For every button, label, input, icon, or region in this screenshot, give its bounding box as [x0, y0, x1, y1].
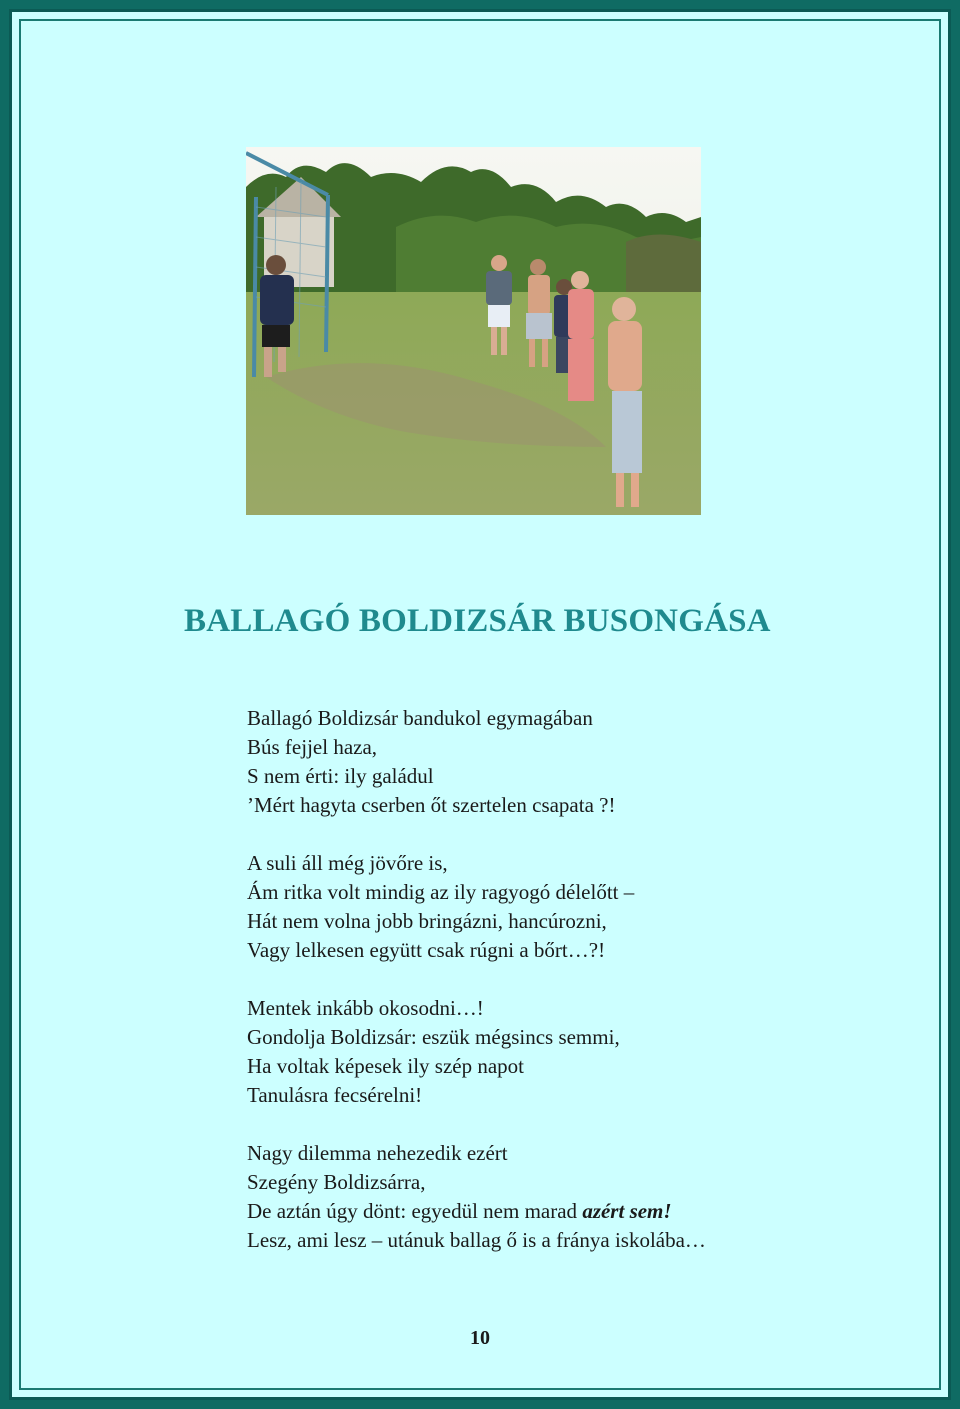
poem-line: Hát nem volna jobb bringázni, hancúrozni, — [247, 909, 607, 933]
poem-title: BALLAGÓ BOLDIZSÁR BUSONGÁSA — [184, 603, 771, 639]
poem-line: S nem érti: ily galádul — [247, 764, 434, 788]
poem-line: Gondolja Boldizsár: eszük mégsincs semmi, — [247, 1025, 620, 1049]
poem-line: Tanulásra fecsérelni! — [247, 1083, 423, 1107]
emphasized-text: azért sem! — [582, 1199, 672, 1223]
poem-line: Ám ritka volt mindig az ily ragyogó délelőtt – — [247, 880, 635, 904]
poem-line: Ballagó Boldizsár bandukol egymagában — [247, 706, 593, 730]
poem-line: Vagy lelkesen együtt csak rúgni a bőrt…?! — [247, 938, 606, 962]
poem-line-text: De aztán úgy dönt: egyedül nem marad — [247, 1199, 583, 1223]
photo-image — [246, 147, 701, 515]
poem-body — [247, 704, 887, 1284]
poem-line: Ha voltak képesek ily szép napot — [247, 1054, 524, 1078]
poem-line: Nagy dilemma nehezedik ezért — [247, 1141, 508, 1165]
stanza-3 — [247, 994, 887, 1110]
photo-football-field — [246, 147, 701, 515]
stanza-4 — [247, 1139, 887, 1255]
poem-line-emphasis — [247, 1197, 887, 1226]
poem-line: Mentek inkább okosodni…! — [247, 996, 484, 1020]
poem-line: ’Mért hagyta cserben őt szertelen csapata ?! — [247, 793, 616, 817]
poem-line: Szegény Boldizsárra, — [247, 1170, 426, 1194]
poem-line: A suli áll még jövőre is, — [247, 851, 448, 875]
page-number: 10 — [470, 1327, 490, 1349]
poem-line: Bús fejjel haza, — [247, 735, 378, 759]
stanza-2 — [247, 849, 887, 965]
stanza-1 — [247, 704, 887, 820]
poem-line: Lesz, ami lesz – utánuk ballag ő is a fránya iskolába… — [247, 1228, 706, 1252]
